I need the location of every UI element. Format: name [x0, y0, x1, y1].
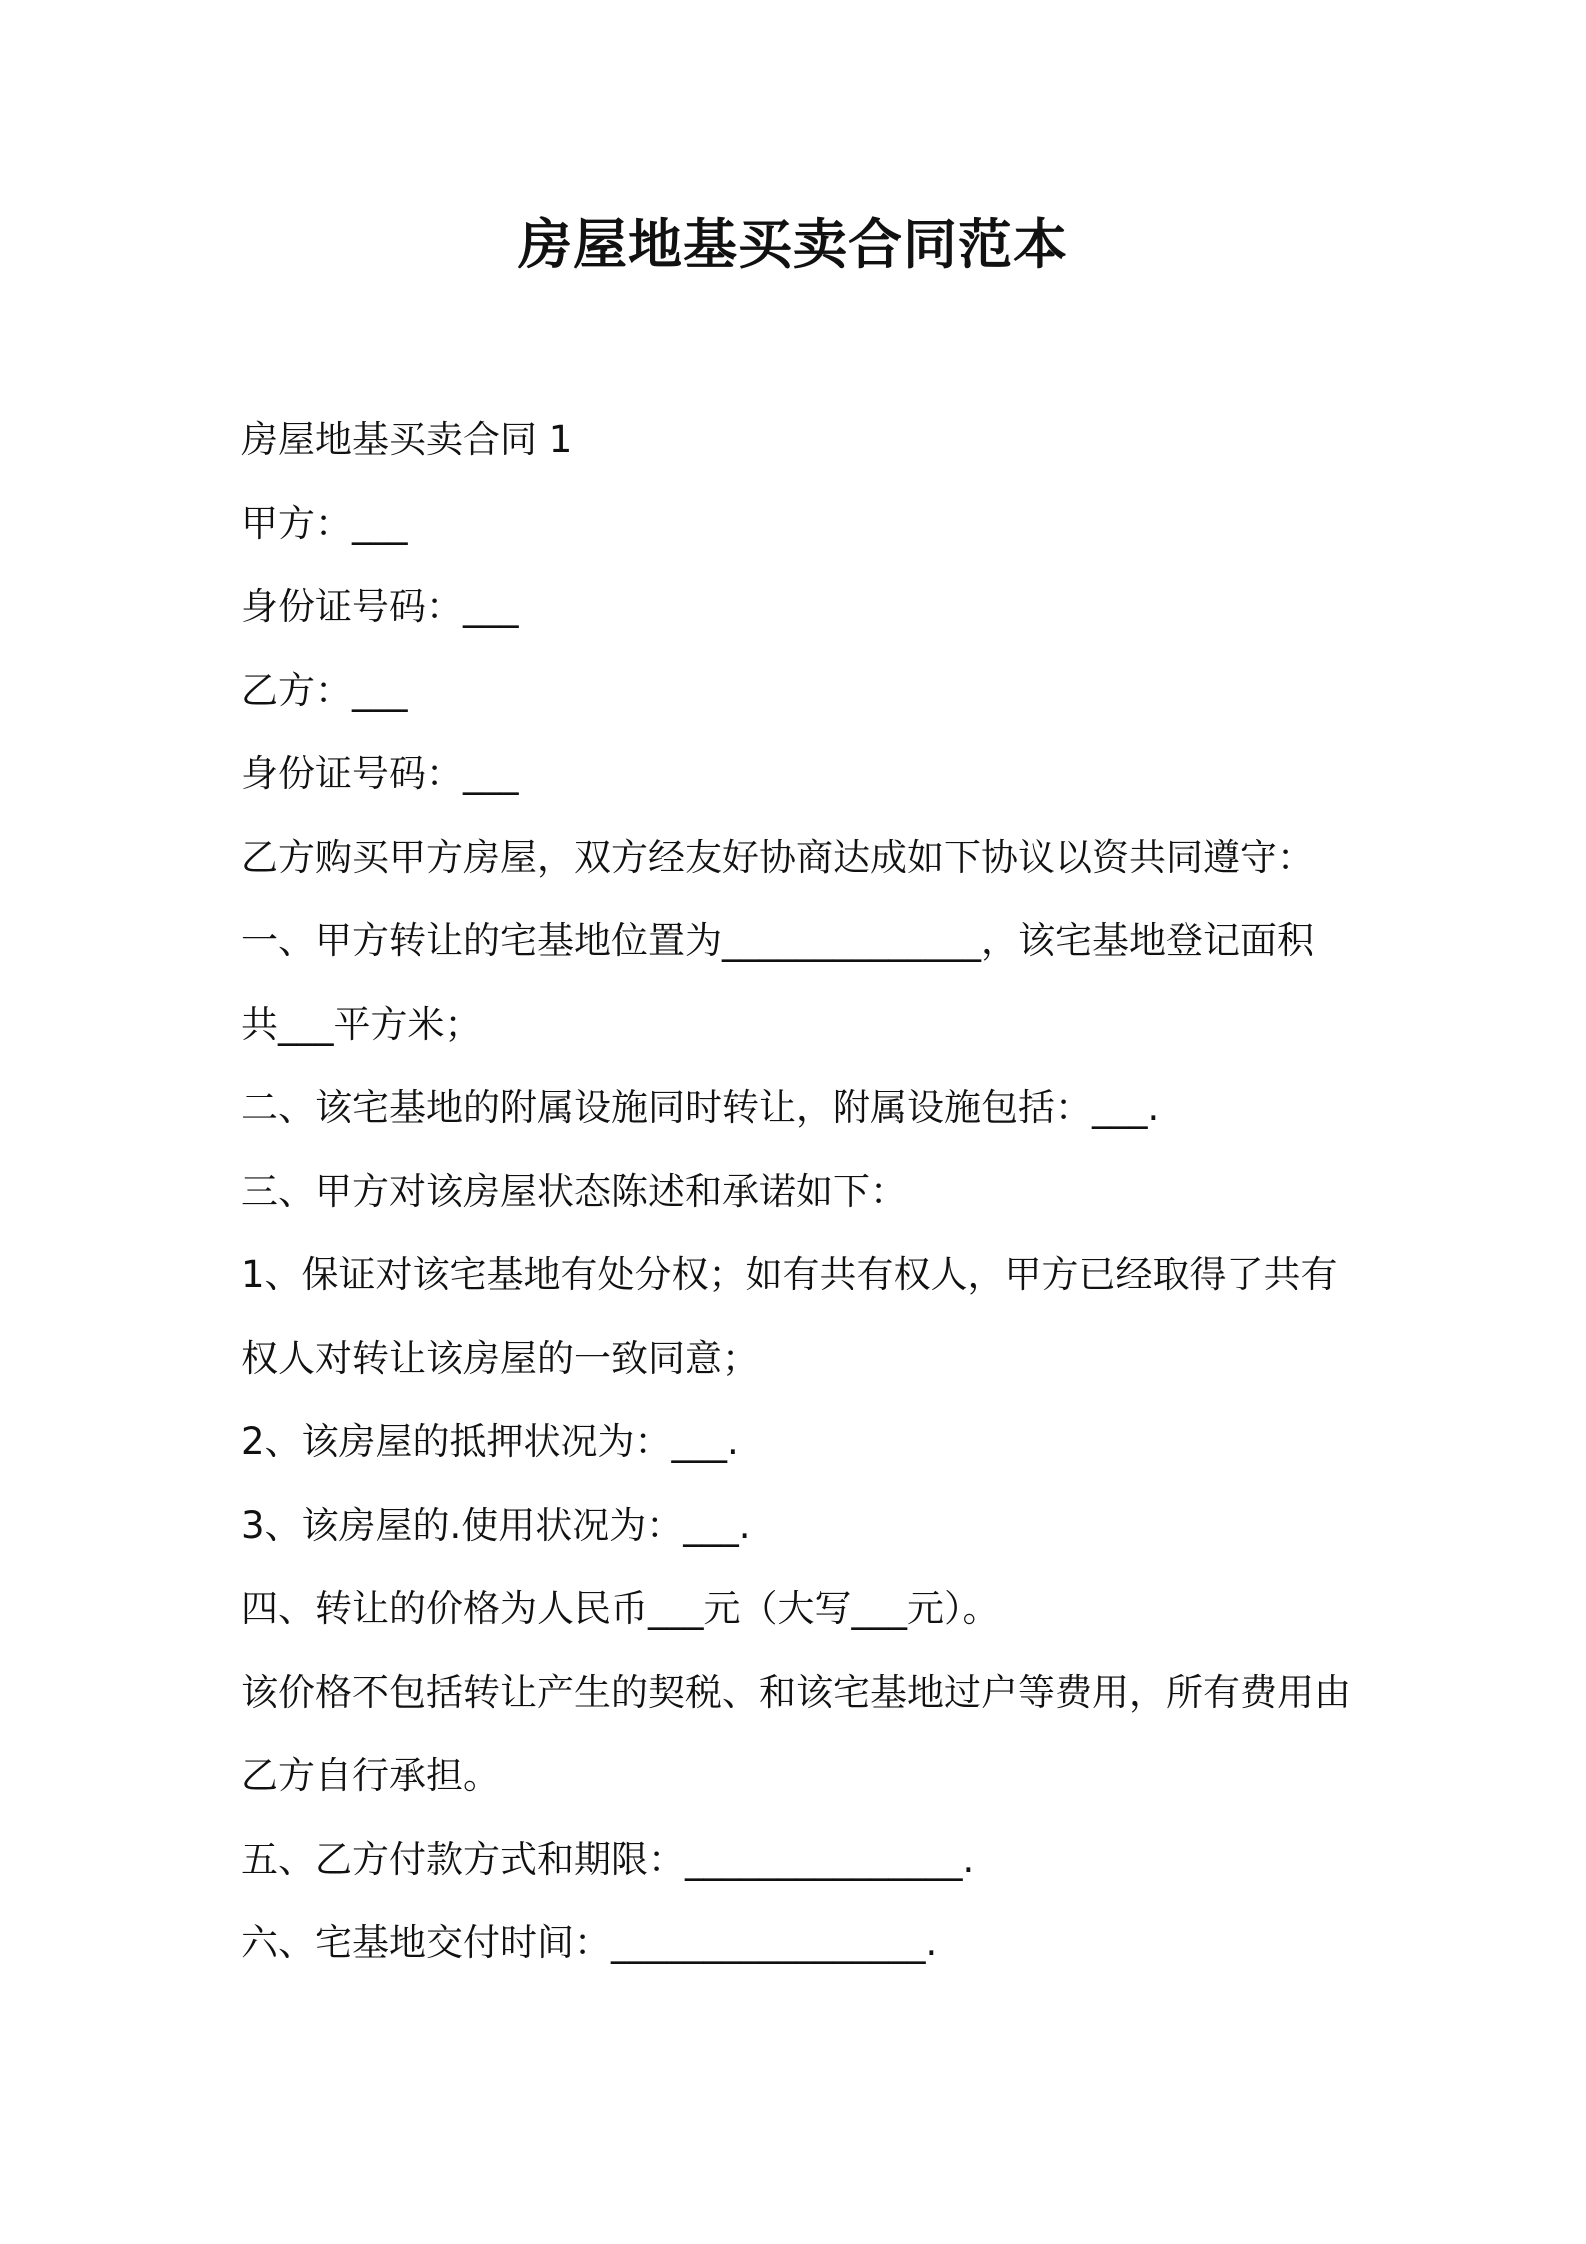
clause-4-line: 四、转让的价格为人民币___元（大写___元）。 — [241, 1587, 1000, 1630]
clause-1-line-1: 一、甲方转让的宅基地位置为______________，该宅基地登记面积 — [241, 919, 1314, 962]
clause-3-item-1-line-2: 权人对转让该房屋的一致同意； — [241, 1336, 759, 1380]
clause-3-item-1-line-1: 1、保证对该宅基地有处分权；如有共有权人，甲方已经取得了共有 — [241, 1253, 1338, 1296]
price-note-line-2: 乙方自行承担。 — [241, 1754, 500, 1797]
preamble-line: 乙方购买甲方房屋，双方经友好协商达成如下协议以资共同遵守： — [241, 835, 1314, 879]
party-b-id-line: 身份证号码：___ — [241, 752, 519, 795]
contract-body — [241, 398, 1361, 1985]
clause-1-line-2: 共___平方米； — [241, 1002, 482, 1046]
contract-heading: 房屋地基买卖合同 1 — [241, 418, 573, 461]
party-a-id-line: 身份证号码：___ — [241, 585, 519, 628]
clause-3-item-2: 2、该房屋的抵押状况为：___. — [241, 1420, 739, 1463]
party-b-line: 乙方：___ — [241, 668, 408, 712]
clause-6-line: 六、宅基地交付时间：_________________. — [241, 1921, 938, 1964]
clause-5-line: 五、乙方付款方式和期限：_______________. — [241, 1837, 975, 1881]
price-note-line-1: 该价格不包括转让产生的契税、和该宅基地过户等费用，所有费用由 — [241, 1670, 1351, 1714]
clause-2-line: 二、该宅基地的附属设施同时转让，附属设施包括：___. — [241, 1086, 1160, 1129]
document-title: 房屋地基买卖合同范本 — [518, 213, 1068, 276]
clause-3-item-3: 3、该房屋的.使用状况为：___. — [241, 1503, 751, 1547]
clause-3-heading: 三、甲方对该房屋状态陈述和承诺如下： — [241, 1169, 907, 1213]
party-a-line: 甲方：___ — [241, 501, 408, 545]
